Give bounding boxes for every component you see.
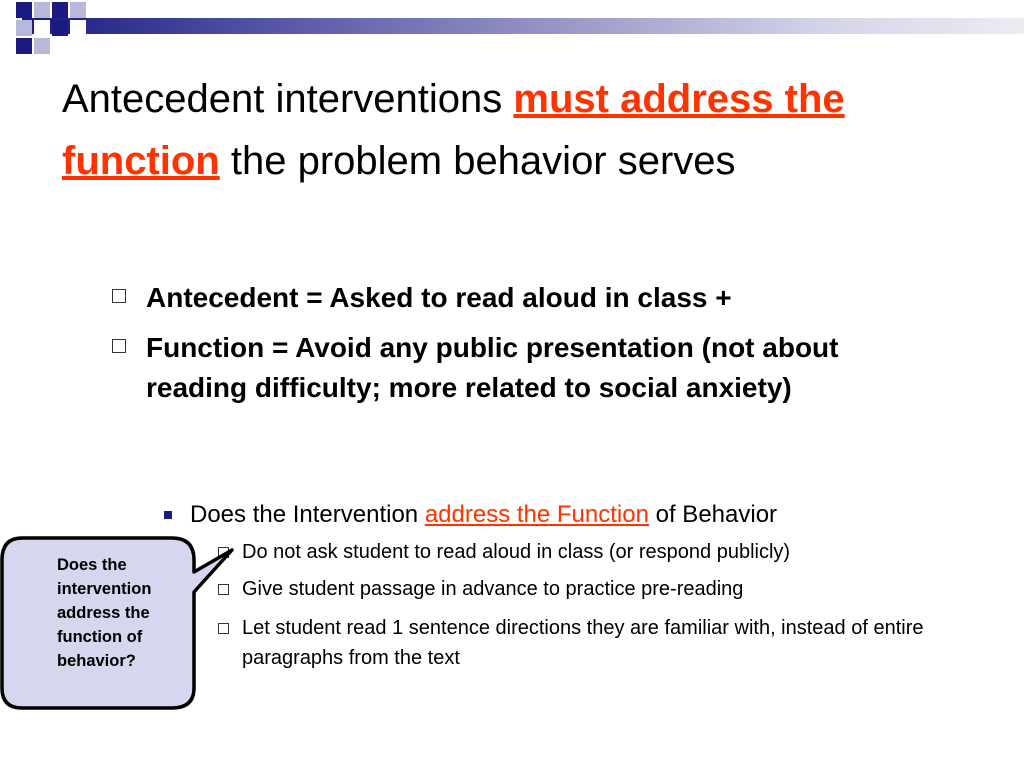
title-highlight: must address the function [62,77,845,183]
sub-sub-bullet-text: Let student read 1 sentence directions they are familiar with, instead of entire paragraphs from the text [242,617,924,669]
decor-square [16,2,32,18]
decor-square [52,38,68,54]
title-part2: the problem behavior serves [219,139,736,183]
bullet-text: Function = Avoid any public presentation (not about reading difficulty; more related to social anxiety) [146,332,839,403]
decor-square [34,20,50,36]
title-part1: Antecedent interventions [62,77,514,121]
address-function-link[interactable]: address the Function [424,501,649,528]
decor-square [16,20,32,36]
sub-sub-bullet-text: Do not ask student to read aloud in class (or respond publicly) [242,541,791,563]
filled-square-bullet-icon [164,511,172,519]
slide-title [62,68,982,192]
sub-bullet-text [190,498,984,532]
sub-bullet-intervention [164,498,984,532]
decor-square [52,20,68,36]
header-gradient-bar [22,18,1024,34]
decor-square [52,2,68,18]
decor-square [16,38,32,54]
callout-text: Does the intervention address the function of behavior? [57,556,152,670]
hollow-square-bullet-icon [112,339,126,353]
decor-square [34,2,50,18]
bullet-function [112,328,912,408]
sub-bullet-pre: Does the Intervention [190,501,425,528]
sub-sub-bullet-text: Give student passage in advance to practice pre-reading [242,578,744,600]
decor-square [34,38,50,54]
decor-square [70,2,86,18]
decor-square [70,20,86,36]
sub-sub-bullet [218,613,978,673]
sub-sub-bullet [218,574,978,604]
sub-bullet-post: of Behavior [648,501,778,528]
hollow-square-bullet-icon [112,289,126,303]
bullet-text: Antecedent = Asked to read aloud in class + [146,282,732,313]
bullet-antecedent [112,278,912,318]
sub-sub-bullet [218,537,978,567]
